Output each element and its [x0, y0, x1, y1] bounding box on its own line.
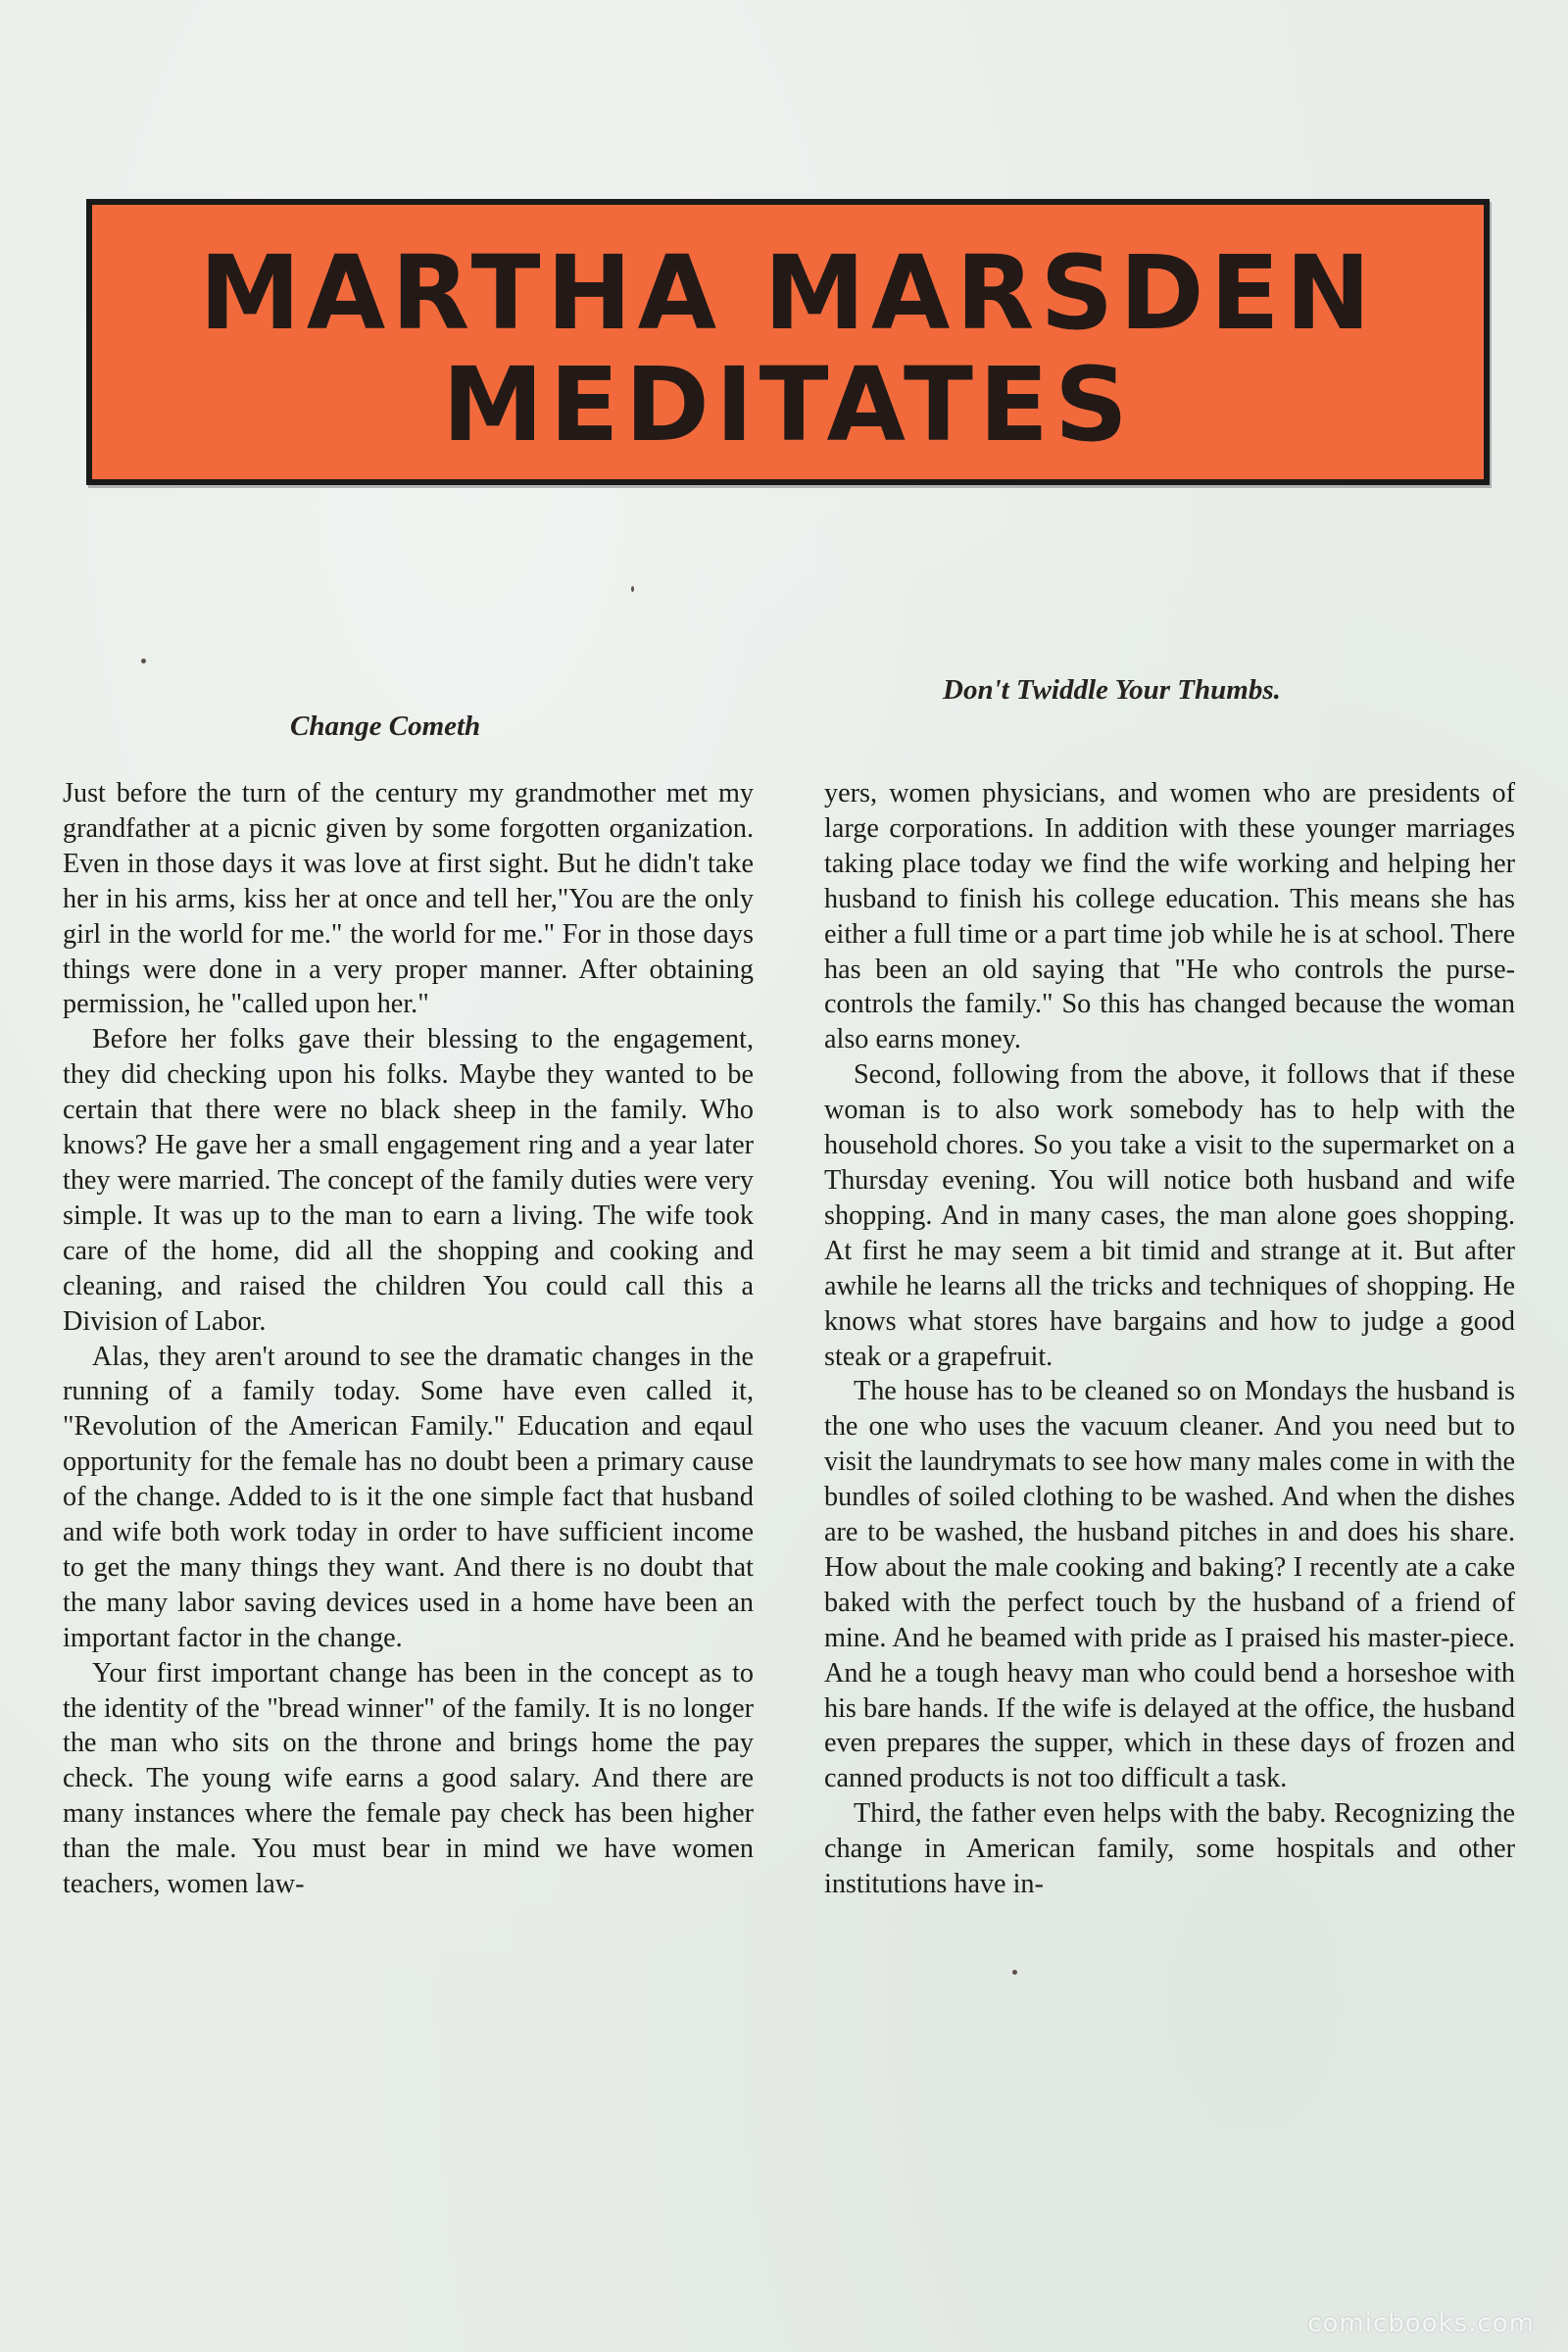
subhead-left: Change Cometh: [290, 710, 481, 742]
paragraph: Your first important change has been in the concept as to the identity of the "bread winner" of the family. It is no longer the man who sits on the throne and brings home the pay check. The young wife earns a good salary. And there are many instances where the female pay check has been higher than the male. You must bear in mind we have women teachers, women law-: [63, 1657, 754, 1900]
title-line-1: MARTHA MARSDEN: [199, 233, 1377, 353]
paragraph: Third, the father even helps with the baby. Recognizing the change in American family, some hospitals and other institutions have in-: [824, 1798, 1515, 1900]
paragraph: Alas, they aren't around to see the dramatic changes in the running of a family today. Some have even called it, "Revolution of the American Family." Education and eqaul opportunity for the female has no doubt been a primary cause of the change. Added to is it the one simple fact that husband and wife both work today in order to have sufficient income to get the many things they want. And there is no doubt that the many labor saving devices used in a home have been an important factor in the change.: [63, 1341, 754, 1653]
paragraph: Before her folks gave their blessing to the engagement, they did checking upon his folks. Maybe they wanted to be certain that there were no black sheep in the family. Who knows? He gave her a small engagement ring and a year later they were married. The concept of the family duties were very simple. It was up to the man to earn a living. The wife took care of the home, did all the shopping and cooking and cleaning, and raised the children You could call this a Division of Labor.: [63, 1024, 754, 1337]
left-column: [63, 776, 754, 1902]
watermark: comicbooks.com: [1307, 2309, 1535, 2338]
paragraph: The house has to be cleaned so on Mondays the husband is the one who uses the vacuum cleaner. And you need but to visit the laundrymats to see how many males come in with the bundles of soiled clothing to be washed. And when the dishes are to be washed, the husband pitches in and does his share. How about the male cooking and baking? I recently ate a cake baked with the perfect touch by the husband of a friend of mine. And he beamed with pride as I praised his master-piece. And he a tough heavy man who could bend a horseshoe with his bare hands. If the wife is delayed at the office, the husband even prepares the supper, which in these days of frozen and canned products is not too difficult a task.: [824, 1376, 1515, 1794]
title-line-2: MEDITATES: [442, 345, 1134, 465]
paragraph: yers, women physicians, and women who are presidents of large corporations. In addition with these younger marriages taking place today we find the wife working and helping her husband to finish his college education. This means she has either a full time or a part time job while he is at school. There has been an old saying that "He who controls the purse-controls the family." So this has changed because the woman also earns money.: [824, 778, 1515, 1055]
title-banner: [86, 199, 1490, 485]
ink-speck: [1012, 1970, 1017, 1975]
subhead-right: Don't Twiddle Your Thumbs.: [943, 674, 1281, 706]
paragraph: Just before the turn of the century my grandmother met my grandfather at a picnic given by some forgotten organization. Even in those days it was love at first sight. But he didn't take her in his arms, kiss her at once and tell her,"You are the only girl in the world for me." the world for me." For in those days things were done in a very proper manner. After obtaining permission, he "called upon her.": [63, 778, 754, 1020]
ink-speck: [631, 586, 634, 592]
ink-speck: [141, 659, 146, 663]
right-column: [824, 776, 1515, 1902]
paragraph: Second, following from the above, it follows that if these woman is to also work somebody has to help with the household chores. So you take a visit to the supermarket on a Thursday evening. You will notice both husband and wife shopping. And in many cases, the man alone goes shopping. At first he may seem a bit timid and strange at it. But after awhile he learns all the tricks and techniques of shopping. He knows what stores have bargains and how to judge a good steak or a grapefruit.: [824, 1059, 1515, 1372]
